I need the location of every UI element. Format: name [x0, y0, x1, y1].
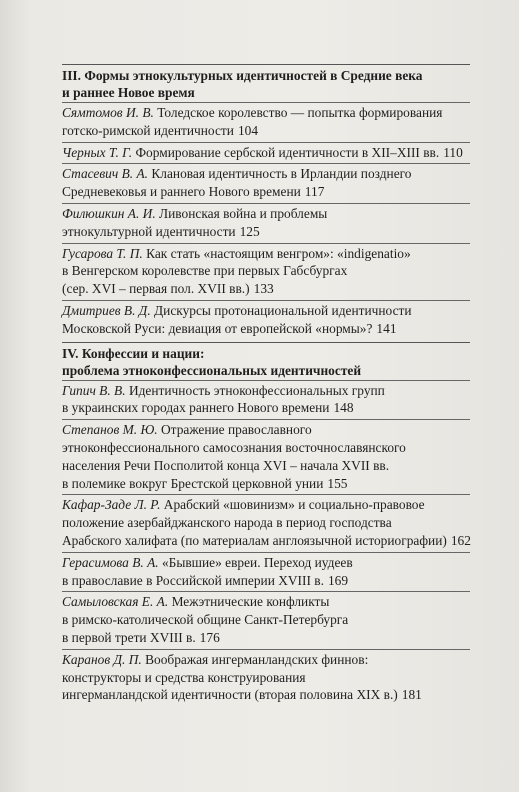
entry-text	[62, 630, 196, 645]
entry-title-part: в римско-католической общине Санкт-Петербурга	[62, 612, 349, 628]
entry-title-part: в первой трети XVIII в.	[62, 629, 196, 645]
entry-title-part: (сер. XVI – первая пол. XVII вв.)	[62, 281, 250, 297]
entry-author: Кафар-Заде Л. Р.	[62, 497, 161, 513]
entry-line	[62, 651, 470, 669]
entry-title-part: Воображая ингерманландских финнов:	[141, 651, 369, 667]
entry-line	[62, 669, 470, 687]
entry-title-part: населения Речи Посполитой конца XVI – начала XVII вв.	[62, 457, 390, 473]
section-heading-line: III. Формы этнокультурных идентичностей в Средние века	[62, 68, 423, 83]
entry-last-line	[62, 320, 470, 338]
entry-title-part: Идентичность этноконфессиональных групп	[125, 382, 385, 398]
entry-author: Самыловская Е. А.	[62, 594, 169, 610]
entry-last-line	[62, 399, 470, 417]
entry-text	[62, 145, 439, 160]
entry-text	[62, 594, 329, 609]
entry-last-line	[62, 572, 470, 590]
entry-line	[62, 245, 470, 263]
toc-entry	[62, 163, 470, 203]
entry-line	[62, 457, 470, 475]
toc-entry	[62, 380, 470, 420]
entry-author: Дмитриев В. Д.	[62, 302, 151, 318]
page-number: 117	[304, 184, 325, 200]
entry-author: Черных Т. Г.	[62, 144, 133, 160]
page-number: 176	[199, 629, 220, 645]
entry-last-line	[62, 144, 470, 162]
section-heading	[62, 64, 470, 101]
entry-title-part: в Венгерском королевстве при первых Габсбургах	[62, 263, 348, 279]
entry-text	[62, 246, 411, 261]
entry-text	[62, 224, 236, 239]
entry-line	[62, 439, 470, 457]
entry-title-part: «Бывшие» евреи. Переход иудеев	[158, 554, 353, 570]
entry-title-part: конструкторы и средства конструирования	[62, 669, 306, 685]
entry-text	[62, 105, 442, 120]
entry-title-part: в православие в Российской империи XVIII в.	[62, 572, 324, 588]
entry-title-part: ингерманландской идентичности (вторая половина XIX в.)	[62, 687, 398, 703]
entry-title-part: Толедское королевство — попытка формирования	[153, 105, 443, 120]
entry-title-part: Арабский «шовинизм» и социально-правовое	[160, 497, 425, 513]
page-number: 181	[401, 687, 422, 703]
entry-title-part: Межэтнические конфликты	[168, 594, 330, 610]
toc-entry	[62, 203, 470, 243]
section-heading-line: и раннее Новое время	[62, 85, 195, 100]
page-number: 110	[443, 144, 463, 160]
entry-author: Герасимова В. А.	[62, 554, 159, 570]
page-number: 155	[327, 475, 348, 491]
entry-line	[62, 554, 470, 572]
entry-line	[62, 496, 470, 514]
entry-line	[62, 611, 470, 629]
entry-line	[62, 165, 470, 183]
table-of-contents	[62, 64, 470, 706]
entry-last-line	[62, 183, 470, 201]
entry-title-part: этнокультурной идентичности	[62, 223, 236, 239]
entry-text	[62, 123, 234, 138]
entry-title-part: Дискурсы протонациональной идентичности	[150, 302, 412, 318]
entry-line	[62, 104, 470, 122]
entry-title-part: положение азербайджанского народа в период господства	[62, 515, 392, 531]
entry-line	[62, 262, 470, 280]
section-heading-line: IV. Конфессии и нации:	[62, 345, 205, 361]
toc-entry	[62, 419, 470, 494]
entry-text	[62, 422, 312, 437]
entry-text	[62, 515, 392, 530]
entry-author: Сямтомов И. В.	[62, 105, 154, 120]
entry-line	[62, 421, 470, 439]
page-number: 125	[239, 223, 260, 239]
toc-entry	[62, 243, 470, 300]
page-number: 141	[376, 320, 397, 336]
toc-entry	[62, 494, 470, 551]
page-number: 169	[327, 572, 349, 588]
entry-last-line	[62, 629, 470, 647]
entry-text	[62, 612, 348, 627]
entry-title-part: Ливонская война и проблемы	[155, 205, 328, 221]
section-heading	[62, 342, 470, 379]
toc-entry	[62, 591, 470, 648]
entry-text	[62, 206, 327, 221]
entry-title-part: в украинских городах раннего Нового времени	[62, 400, 330, 416]
entry-text	[62, 281, 250, 296]
entry-line	[62, 205, 470, 223]
entry-line	[62, 593, 470, 611]
entry-text	[62, 321, 372, 336]
toc-entry	[62, 552, 470, 592]
entry-title-part: Формирование сербской идентичности в XII–XIII вв.	[132, 144, 440, 160]
entry-text	[62, 670, 306, 685]
entry-title-part: Как стать «настоящим венгром»: «indigenatio»	[142, 245, 411, 261]
toc-entry	[62, 142, 470, 164]
entry-title-part: Московской Руси: девиация от европейской «нормы»?	[62, 320, 373, 336]
entry-title-part: готско-римской идентичности	[62, 122, 234, 138]
entry-text	[62, 400, 329, 415]
toc-entry	[62, 300, 470, 340]
page-number: 162	[450, 532, 471, 548]
entry-author: Гипич В. В.	[62, 382, 126, 398]
entry-last-line	[62, 223, 470, 241]
entry-last-line	[62, 280, 470, 298]
entry-last-line	[62, 475, 470, 493]
entry-text	[62, 687, 398, 702]
entry-text	[62, 166, 412, 181]
entry-author: Стасевич В. А.	[62, 166, 149, 182]
entry-text	[62, 458, 389, 473]
entry-title-part: в полемике вокруг Брестской церковной унии	[62, 475, 324, 491]
toc-entry	[62, 102, 470, 142]
entry-last-line	[62, 686, 470, 704]
toc-entry	[62, 649, 470, 706]
entry-title-part: Средневековья и раннего Нового времени	[62, 184, 301, 200]
entry-text	[62, 652, 368, 667]
entry-text	[62, 303, 412, 318]
entry-author: Гусарова Т. П.	[62, 245, 143, 261]
entry-text	[62, 476, 323, 491]
section-heading-line: проблема этноконфессиональных идентичностей	[62, 362, 362, 378]
entry-last-line	[62, 122, 470, 140]
entry-author: Степанов М. Ю.	[62, 422, 158, 438]
entry-text	[62, 383, 385, 398]
entry-title-part: этноконфессионального самосознания восточнославянского	[62, 439, 406, 455]
page-number: 148	[333, 400, 354, 416]
entry-text	[62, 573, 324, 588]
entry-text	[62, 184, 301, 199]
entry-line	[62, 382, 470, 400]
entry-title-part: Арабского халифата (по материалам англоязычной историографии)	[62, 532, 447, 548]
entry-text	[62, 440, 406, 455]
entry-text	[62, 497, 425, 512]
page-number: 133	[253, 281, 274, 297]
entry-text	[62, 533, 447, 548]
entry-author: Филюшкин А. И.	[62, 205, 156, 221]
entry-author: Каранов Д. П.	[62, 651, 142, 667]
entry-line	[62, 514, 470, 532]
entry-text	[62, 555, 353, 570]
entry-title-part: Клановая идентичность в Ирландии позднего	[148, 166, 412, 182]
page-number: 104	[237, 122, 259, 138]
entry-line	[62, 302, 470, 320]
entry-title-part: Отражение православного	[157, 422, 312, 438]
entry-last-line	[62, 532, 470, 550]
entry-text	[62, 263, 347, 278]
